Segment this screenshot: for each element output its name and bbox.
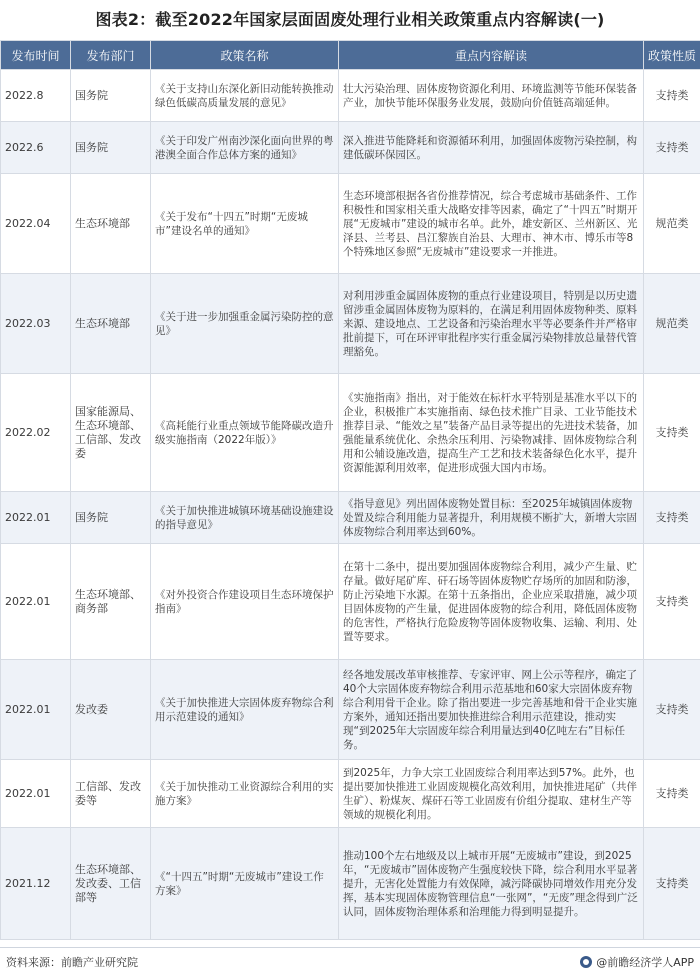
table-row [1, 660, 700, 760]
cell-name: 《关于加快推动工业资源综合利用的实施方案》 [151, 760, 339, 828]
cell-dept: 发改委 [71, 660, 151, 760]
cell-content: 深入推进节能降耗和资源循环利用，加强固体废物污染控制，构建低碳环保园区。 [339, 122, 644, 174]
cell-content: 对利用涉重金属固体废物的重点行业建设项目，特别是以历史遗留涉重金属固体废物为原料的，在满足利用固体废物种类、原料来源、建设地点、工艺设备和污染治理水平等必要条件并严格审批前提下，可在环评审批程序实行重金属污染物排放总量替代管理豁免。 [339, 274, 644, 374]
cell-type: 支持类 [644, 760, 700, 828]
cell-content: 生态环境部根据各省份推荐情况，综合考虑城市基础条件、工作积极性和国家相关重大战略安排等因素，确定了“十四五”时期开展“无废城市”建设的城市名单。此外，雄安新区、兰州新区、光泽县、兰考县、昌江黎族自治县、大理市、神木市、博乐市等8个特殊地区参照“无废城市”建设要求一并推进。 [339, 174, 644, 274]
cell-date: 2022.01 [1, 492, 71, 544]
cell-content: 在第十二条中，提出要加强固体废物综合利用，减少产生量、贮存量。做好尾矿库、矸石场等固体废物贮存场所的加固和防渗，防止污染地下水源。在第十五条指出，企业应采取措施，减少项目固体废物的产生量，促进固体废物的综合利用，降低固体废物的危害性，严格执行危险废物等固体废物收集、运输、利用、处置等要求。 [339, 544, 644, 660]
cell-date: 2022.01 [1, 544, 71, 660]
cell-content: 壮大污染治理、固体废物资源化利用、环境监测等节能环保装备产业，加快节能环保服务业发展，鼓励向价值链高端延伸。 [339, 70, 644, 122]
header-content: 重点内容解读 [339, 41, 644, 70]
brand-label: @前瞻经济学人APP [596, 954, 694, 970]
cell-dept: 生态环境部、发改委、工信部等 [71, 828, 151, 940]
cell-dept: 国务院 [71, 70, 151, 122]
cell-type: 规范类 [644, 174, 700, 274]
cell-date: 2022.01 [1, 760, 71, 828]
cell-type: 支持类 [644, 70, 700, 122]
cell-content: 《实施指南》指出，对于能效在标杆水平特别是基准水平以下的企业，积极推广本实施指南、绿色技术推广目录、工业节能技术推荐目录、“能效之星”装备产品目录等提出的先进技术装备，加强能量系统优化、余热余压利用、污染物减排、固体废物综合利用和公辅设施改造，提高生产工艺和技术装备绿色化水平，提升资源能源利用效率，促进形成强大国内市场。 [339, 374, 644, 492]
cell-name: 《高耗能行业重点领域节能降碳改造升级实施指南（2022年版）》 [151, 374, 339, 492]
cell-dept: 生态环境部 [71, 274, 151, 374]
cell-type: 规范类 [644, 274, 700, 374]
cell-date: 2022.04 [1, 174, 71, 274]
table-row [1, 274, 700, 374]
cell-type: 支持类 [644, 544, 700, 660]
cell-date: 2022.6 [1, 122, 71, 174]
chart-title: 图表2：截至2022年国家层面固废处理行业相关政策重点内容解读(一) [0, 0, 700, 40]
header-type: 政策性质 [644, 41, 700, 70]
cell-dept: 国务院 [71, 492, 151, 544]
table-row [1, 374, 700, 492]
cell-type: 支持类 [644, 660, 700, 760]
cell-type: 支持类 [644, 122, 700, 174]
cell-name: 《关于印发广州南沙深化面向世界的粤港澳全面合作总体方案的通知》 [151, 122, 339, 174]
cell-date: 2022.03 [1, 274, 71, 374]
table-row [1, 760, 700, 828]
table-row [1, 492, 700, 544]
cell-dept: 国务院 [71, 122, 151, 174]
cell-dept: 生态环境部、商务部 [71, 544, 151, 660]
cell-name: 《关于进一步加强重金属污染防控的意见》 [151, 274, 339, 374]
cell-content: 推动100个左右地级及以上城市开展“无废城市”建设，到2025年，“无废城市”固体废物产生强度较快下降，综合利用水平显著提升，无害化处置能力有效保障，减污降碳协同增效作用充分发挥，基本实现固体废物管理信息“一张网”，“无废”理念得到广泛认同，固体废物治理体系和治理能力得到明显提升。 [339, 828, 644, 940]
header-name: 政策名称 [151, 41, 339, 70]
cell-name: 《关于发布“十四五”时期“无废城市”建设名单的通知》 [151, 174, 339, 274]
cell-dept: 工信部、发改委等 [71, 760, 151, 828]
cell-name: 《关于支持山东深化新旧动能转换推动绿色低碳高质量发展的意见》 [151, 70, 339, 122]
policy-table [0, 40, 700, 940]
cell-date: 2022.01 [1, 660, 71, 760]
header-date: 发布时间 [1, 41, 71, 70]
cell-name: 《对外投资合作建设项目生态环境保护指南》 [151, 544, 339, 660]
cell-name: 《关于加快推进大宗固体废弃物综合利用示范建设的通知》 [151, 660, 339, 760]
cell-date: 2022.8 [1, 70, 71, 122]
table-row [1, 828, 700, 940]
cell-content: 《指导意见》列出固体废物处置目标：至2025年城镇固体废物处置及综合利用能力显著提升，利用规模不断扩大，新增大宗固体废物综合利用率达到60%。 [339, 492, 644, 544]
policy-table-container [0, 40, 700, 940]
table-row [1, 544, 700, 660]
cell-type: 支持类 [644, 374, 700, 492]
brand-logo-icon [580, 956, 592, 968]
brand-credit [580, 954, 694, 970]
cell-dept: 生态环境部 [71, 174, 151, 274]
table-row [1, 174, 700, 274]
cell-date: 2021.12 [1, 828, 71, 940]
cell-name: 《关于加快推进城镇环境基础设施建设的指导意见》 [151, 492, 339, 544]
cell-content: 到2025年，力争大宗工业固废综合利用率达到57%。此外，也提出要加快推进工业固废规模化高效利用，加快推进尾矿（共伴生矿）、粉煤灰、煤矸石等工业固废有价组分提取、建材生产等领域的规模化利用。 [339, 760, 644, 828]
cell-name: 《“十四五”时期“无废城市”建设工作方案》 [151, 828, 339, 940]
cell-content: 经各地发展改革审核推荐、专家评审、网上公示等程序，确定了40个大宗固体废弃物综合利用示范基地和60家大宗固体废弃物综合利用骨干企业。除了指出要进一步完善基地和骨干企业实施方案外，通知还指出要加快推进综合利用示范建设，推动实现“到2025年大宗固废年综合利用量达到40亿吨左右”目标任务。 [339, 660, 644, 760]
header-dept: 发布部门 [71, 41, 151, 70]
source-note: 资料来源：前瞻产业研究院 [6, 954, 138, 970]
cell-type: 支持类 [644, 492, 700, 544]
cell-type: 支持类 [644, 828, 700, 940]
cell-date: 2022.02 [1, 374, 71, 492]
table-header-row [1, 41, 700, 70]
cell-dept: 国家能源局、生态环境部、工信部、发改委 [71, 374, 151, 492]
table-row [1, 70, 700, 122]
table-row [1, 122, 700, 174]
footer [0, 947, 700, 974]
